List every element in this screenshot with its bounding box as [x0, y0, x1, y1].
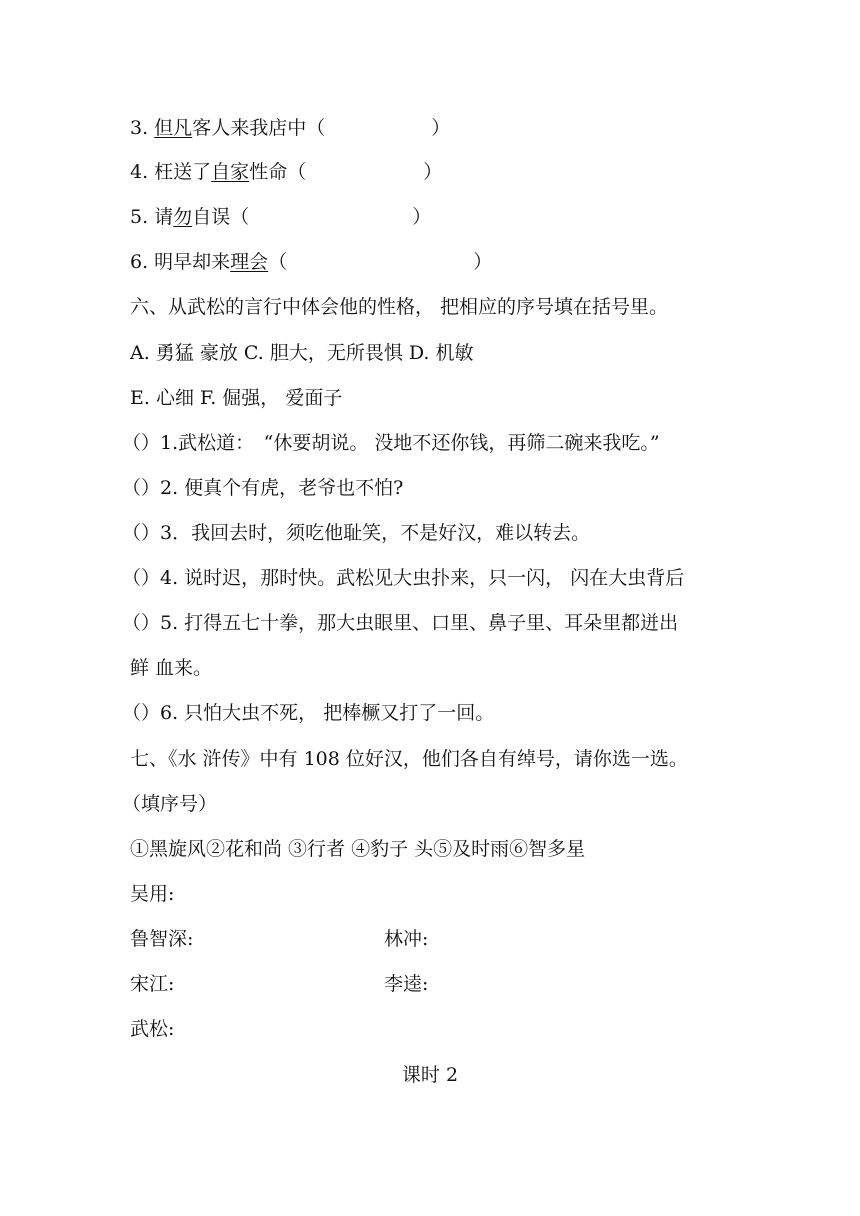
- q5-item-3-text: 客人来我店中（: [192, 117, 326, 139]
- q5-item-5-keyword: 勿: [173, 206, 193, 228]
- q7-answer-songjiang[interactable]: 宋江:: [130, 973, 175, 995]
- q5-item-3-number: 3.: [130, 117, 155, 139]
- q5-item-4-keyword: 自家: [211, 161, 250, 183]
- q5-item-6-text: （: [268, 251, 288, 273]
- q5-item-3-close-paren: ）: [431, 117, 451, 139]
- q5-item-5: [130, 205, 431, 229]
- q5-item-5-close-paren: ）: [412, 206, 432, 228]
- q6-item-2: （）2. 便真个有虎，老爷也不怕?: [122, 477, 404, 499]
- q7-title: 七、《水 浒传》中有 108 位好汉，他们各自有绰号，请你选一选。: [130, 748, 688, 770]
- q6-item-6: （）6. 只怕大虫不死， 把棒橛又打了一回。: [122, 702, 495, 724]
- q6-options-line-1: A. 勇猛 豪放 C. 胆大，无所畏惧 D. 机敏: [130, 342, 474, 364]
- q5-item-4-text: 性命（: [249, 161, 307, 183]
- q5-item-6-number: 6. 明早却来: [130, 251, 231, 273]
- q7-answer-luzhishen[interactable]: 鲁智深:: [130, 928, 194, 950]
- q7-answer-wuyong[interactable]: 吴用:: [130, 883, 175, 905]
- q7-nickname-options: ①黑旋风②花和尚 ③行者 ④豹子 头⑤及时雨⑥智多星: [130, 838, 586, 860]
- q7-subtitle: （填序号）: [122, 793, 218, 815]
- q6-item-3: （）3．我回去时，须吃他耻笑，不是好汉，难以转去。: [122, 522, 591, 544]
- q5-item-4-number: 4. 枉送了: [130, 161, 212, 183]
- q6-title: 六、从武松的言行中体会他的性格， 把相应的序号填在括号里。: [130, 296, 669, 318]
- q5-item-6: [130, 250, 492, 274]
- q7-answer-likui[interactable]: 李逵:: [384, 973, 429, 995]
- q5-item-4: [130, 160, 442, 184]
- q5-item-3-keyword: 但凡: [154, 117, 193, 139]
- lesson-heading: 课时 2: [401, 1064, 459, 1086]
- q6-item-5-continued: 鲜 血来。: [130, 657, 213, 679]
- q5-item-3: [130, 116, 450, 140]
- q7-answer-linchong[interactable]: 林冲:: [384, 928, 429, 950]
- q5-item-6-keyword: 理会: [230, 251, 269, 273]
- q6-options-line-2: E. 心细 F. 倔强， 爱面子: [130, 387, 343, 409]
- q6-item-4: （）4. 说时迟，那时快。武松见大虫扑来，只一闪， 闪在大虫背后: [122, 567, 685, 589]
- q6-item-5: （）5. 打得五七十拳，那大虫眼里、口里、鼻子里、耳朵里都迸出: [122, 612, 679, 634]
- q6-item-1: （）1.武松道： “休要胡说。 没地不还你钱，再筛二碗来我吃。”: [122, 432, 660, 454]
- q7-answer-wusong[interactable]: 武松:: [130, 1018, 175, 1040]
- q5-item-6-close-paren: ）: [473, 251, 493, 273]
- q5-item-5-number: 5. 请: [130, 206, 174, 228]
- q5-item-5-text: 自误（: [192, 206, 250, 228]
- q5-item-4-close-paren: ）: [423, 161, 443, 183]
